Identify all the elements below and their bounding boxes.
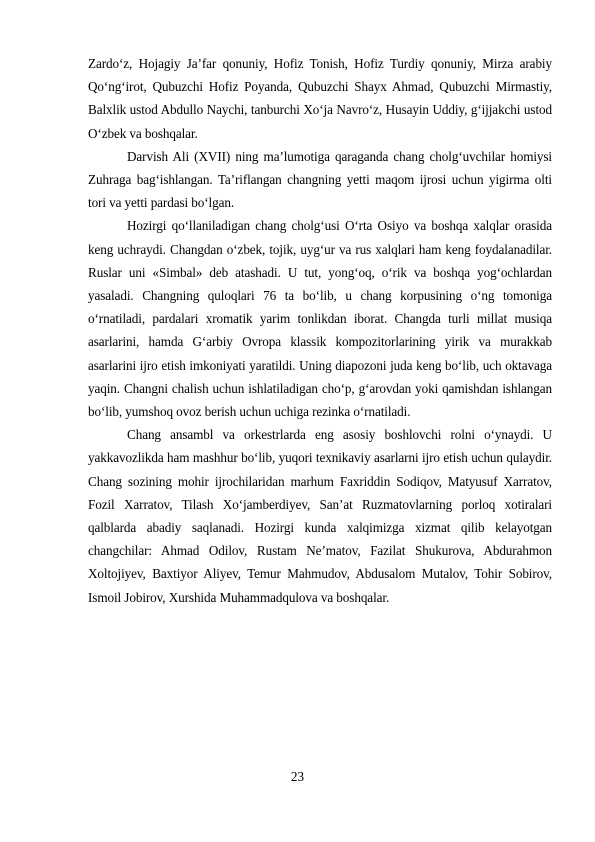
paragraph-chang-instrument: Hozirgi qo‘llaniladigan chang cholg‘usi O‘rta Osiyo va boshqa xalqlar orasida keng uchraydi. Changdan o‘zbek, tojik, uyg‘ur va rus xalqlari ham keng foydalanadilar. Ruslar uni «Simbal» deb atashadi. U tut, yong‘oq, o‘rik va boshqa yog‘ochlardan yasaladi. Changning quloqlari 76 ta bo‘lib, u chang korpusining o‘ng tomoniga o‘rnatiladi, pardalari xromatik yarim tonlikdan iborat. Changda turli millat musiqa asarlarini, hamda G‘arbiy Ovropa klassik kompozitorlarining yirik va murakkab asarlarini ijro etish imkoniyati yaratildi. Uning diapozoni juda keng bo‘lib, uch oktavaga yaqin. Changni chalish uchun ishlatiladigan cho‘p, g‘arovdan yoki qamishdan ishlangan bo‘lib, yumshoq ovoz berish uchun uchiga rezinka o‘rnatiladi. — [88, 218, 552, 420]
page-number: 23 — [290, 769, 305, 784]
paragraph-darvish-ali: Darvish Ali (XVII) ning ma’lumotiga qaraganda chang cholg‘uvchilar homiysi Zuhraga bag‘ishlangan. Ta’riflangan changning yetti maqom ijrosi uchun yigirma olti tori va yetti pardasi bo‘lgan. — [88, 148, 552, 211]
paragraph-musicians-list: Zardo‘z, Hojagiy Ja’far qonuniy, Hofiz Tonish, Hofiz Turdiy qonuniy, Mirza arabiy Qo‘ng‘irot, Qubuzchi Hofiz Poyanda, Qubuzchi Shayx Ahmad, Qubuzchi Mirmastiy, Balxlik ustod Abdullo Naychi, tanburchi Xo‘ja Navro‘z, Husayin Uddiy, g‘ijjakchi ustod O‘zbek va boshqalar. — [88, 56, 552, 141]
page-body — [88, 52, 552, 609]
paragraph-chang-performers: Chang ansambl va orkestrlarda eng asosiy boshlovchi rolni o‘ynaydi. U yakkavozlikda ham mashhur bo‘lib, yuqori texnikaviy asarlarni ijro etish uchun qulaydir. Chang sozining mohir ijrochilaridan marhum Faxriddin Sodiqov, Matyusuf Xarratov, Fozil Xarratov, Tilash Xo‘jamberdiyev, San’at Ruzmatovlarning porloq xotiralari qalblarda abadiy saqlanadi. Hozirgi kunda xalqimizga xizmat qilib kelayotgan changchilar: Ahmad Odilov, Rustam Ne’matov, Fazilat Shukurova, Abdurahmon Xoltojiyev, Baxtiyor Aliyev, Temur Mahmudov, Abdusalom Mutalov, Tohir Sobirov, Ismoil Jobirov, Xurshida Muhammadqulova va boshqalar. — [88, 427, 552, 605]
